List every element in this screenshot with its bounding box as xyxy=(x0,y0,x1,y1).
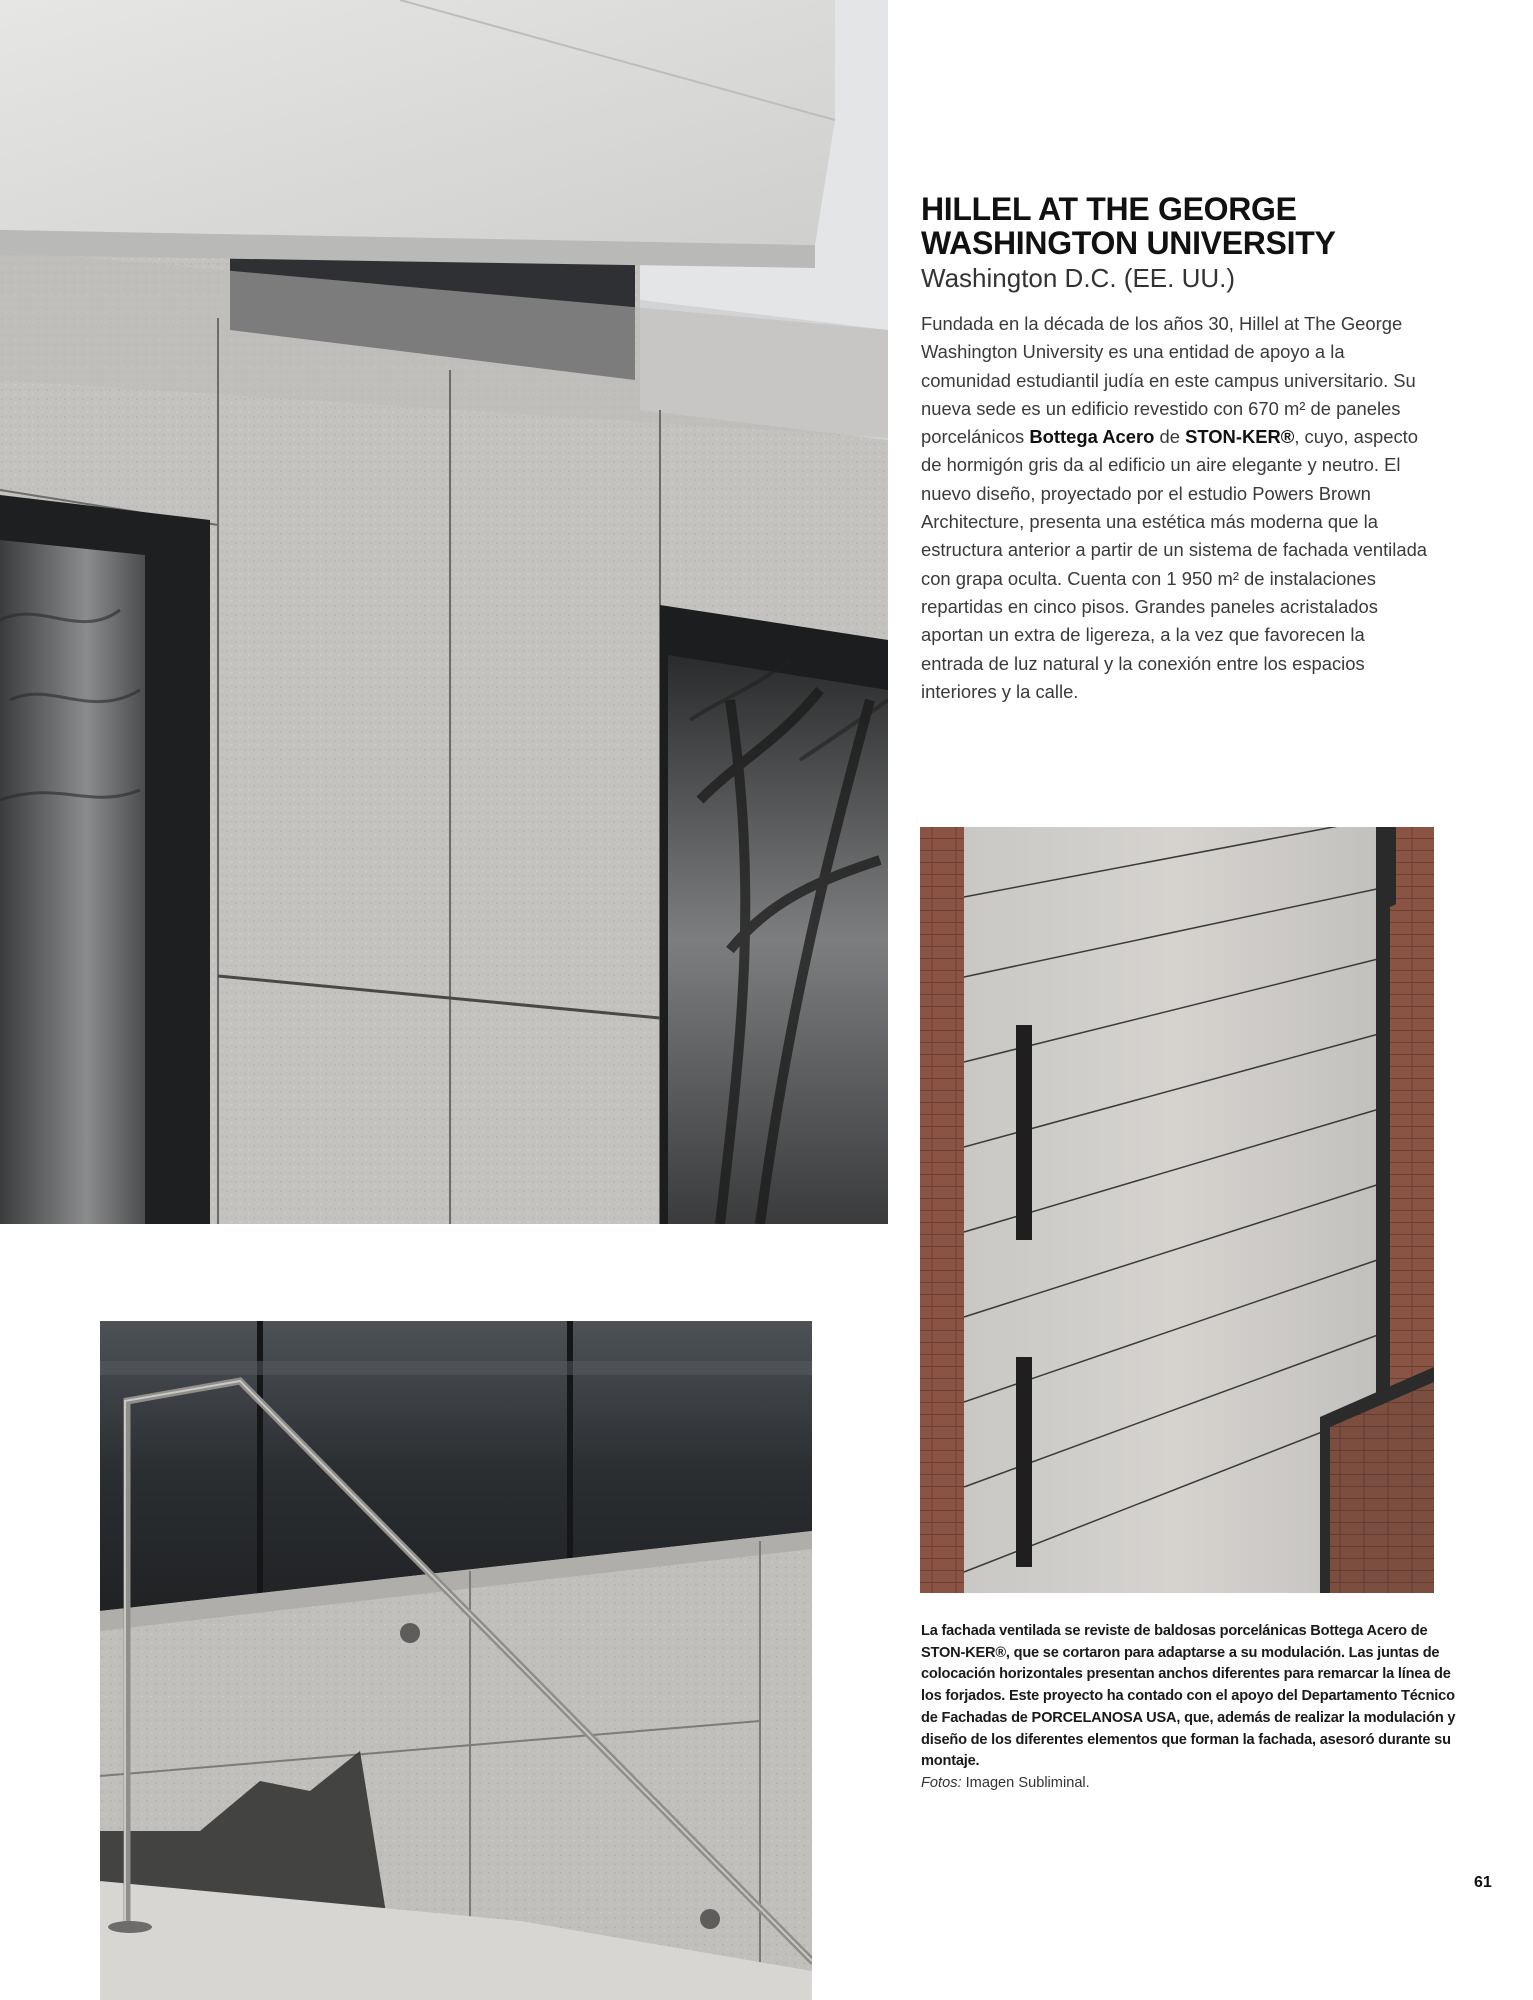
facade-photo-vertical xyxy=(920,827,1434,1593)
article-title-line1: HILLEL AT THE GEORGE xyxy=(921,191,1297,227)
page-number: 61 xyxy=(1474,1874,1492,1891)
article-title-line2: WASHINGTON UNIVERSITY xyxy=(921,225,1336,261)
photo-caption xyxy=(921,1621,1461,1795)
stair-railing-photo xyxy=(100,1321,812,2000)
article-location: Washington D.C. (EE. UU.) xyxy=(921,263,1236,293)
article-body xyxy=(921,310,1431,706)
article-body-part2: de xyxy=(1154,426,1186,448)
article-text xyxy=(921,192,1431,706)
article-title xyxy=(921,192,1431,260)
article-body-part3: , cuyo, aspecto de hormigón gris da al edificio un aire elegante y neutro. El nuevo diseño, proyectado por el estudio Powers Brown Architecture, presenta una estética más moderna que la estructura anterior a partir de un sistema de fachada ventilada con grapa oculta. Cuenta con 1 950 m² de instalaciones repartidas en cinco pisos. Grandes paneles acristalados aportan un extra de ligereza, a la vez que favorecen la entrada de luz natural y la conexión entre los espacios interiores y la calle. xyxy=(921,426,1428,702)
photo-credit-value: Imagen Subliminal. xyxy=(961,1774,1090,1791)
facade-illustration xyxy=(0,0,888,1224)
caption-text: La fachada ventilada se reviste de baldosas porcelánicas Bottega Acero de STON-KER®, que se cortaron para adaptarse a su modulación. Las juntas de colocación horizontales presentan anchos diferentes para remarcar la línea de los forjados. Este proyecto ha contado con el apoyo del Departamento Técnico de Fachadas de PORCELANOSA USA, que, además de realizar la modulación y diseño de los diferentes elementos que forman la fachada, asesoró durante su montaje. xyxy=(921,1623,1456,1770)
article-body-part1: Fundada en la década de los años 30, Hillel at The George Washington University es una entidad de apoyo a la comunidad estudiantil judía en este campus universitario. Su nueva sede es un edificio revestido con 670 m² de paneles porcelánicos xyxy=(921,313,1416,448)
ventilated-facade-illustration xyxy=(920,827,1434,1593)
facade-photo-main xyxy=(0,0,888,1224)
article-body-product: Bottega Acero xyxy=(1029,426,1155,448)
article-body-brand: STON-KER® xyxy=(1185,426,1295,448)
photo-credit xyxy=(921,1773,1461,1795)
photo-credit-label: Fotos: xyxy=(921,1774,962,1791)
stair-railing-illustration xyxy=(100,1321,812,2000)
